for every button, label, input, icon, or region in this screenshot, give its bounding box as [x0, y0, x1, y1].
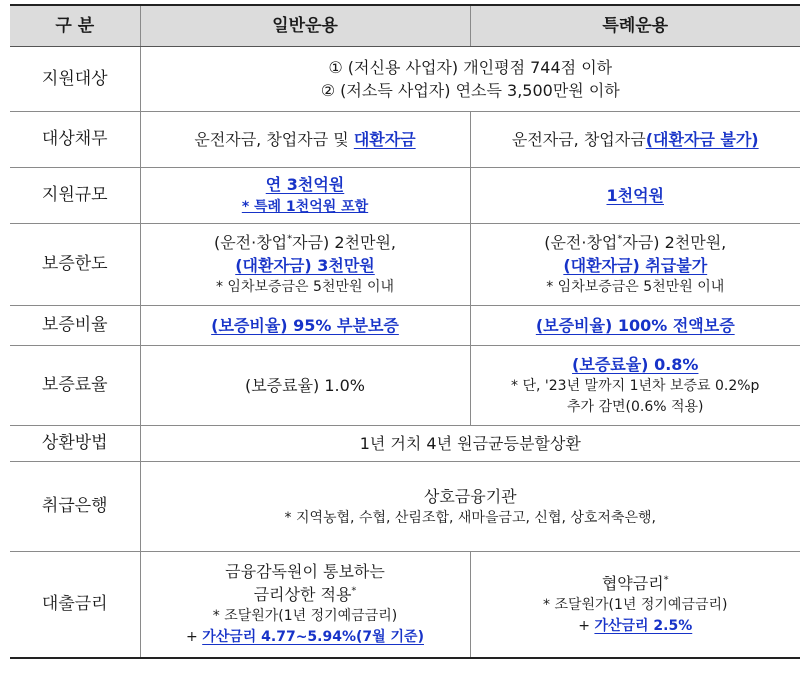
- scale-general-cell: [140, 168, 470, 224]
- ratio-special-cell: [470, 306, 800, 346]
- debt-special-highlight: (대환자금 불가): [645, 130, 759, 149]
- bank-text: 상호금융기관: [423, 486, 517, 506]
- rate-special-text: 협약금리: [601, 573, 664, 593]
- debt-general-highlight: 대환자금: [353, 130, 416, 149]
- rate-general-plus-line: [147, 627, 464, 648]
- limit-special-text-b: 자금) 2천만원,: [622, 233, 727, 252]
- limit-special-text-a: (운전·창업: [544, 233, 618, 252]
- row-debt: [10, 112, 800, 168]
- limit-special-highlight: (대환자금) 취급불가: [563, 256, 708, 275]
- row-label: 보증한도: [10, 224, 140, 306]
- ratio-general-cell: [140, 306, 470, 346]
- rate-special-plus-line: [477, 616, 795, 637]
- scale-special-highlight: 1천억원: [606, 186, 664, 205]
- rate-special-footnote-mark: *: [663, 574, 669, 586]
- ratio-general-highlight: (보증비율) 95% 부분보증: [211, 316, 399, 335]
- rate-general-footnote-mark: *: [351, 585, 357, 597]
- row-scale: [10, 168, 800, 224]
- debt-special-cell: [470, 112, 800, 168]
- fee-general-cell: (보증료율) 1.0%: [140, 346, 470, 426]
- row-fee: [10, 346, 800, 426]
- limit-general-cell: [140, 224, 470, 306]
- row-limit: [10, 224, 800, 306]
- rate-special-line-1: [477, 572, 795, 595]
- repay-cell: 1년 거치 4년 원금균등분할상환: [140, 426, 800, 462]
- rate-general-text: 금리상한 적용: [253, 585, 352, 605]
- row-label: 지원대상: [10, 47, 140, 112]
- row-bank: [10, 462, 800, 552]
- target-line-2: ② (저소득 사업자) 연소득 3,500만원 이하: [320, 81, 620, 100]
- scale-special-cell: [470, 168, 800, 224]
- row-label: 대상채무: [10, 112, 140, 168]
- debt-general-cell: [140, 112, 470, 168]
- debt-general-text: 운전자금, 창업자금 및: [194, 130, 354, 149]
- rate-general-note: * 조달원가(1년 정기예금금리): [212, 608, 398, 625]
- rate-general-line-2: [147, 583, 464, 606]
- rate-general-highlight: 가산금리 4.77~5.94%(7월 기준): [202, 629, 424, 646]
- bank-cell: [140, 462, 800, 552]
- header-row: [10, 5, 800, 47]
- bank-note: * 지역농협, 수협, 산림조합, 새마을금고, 신협, 상호저축은행,: [284, 509, 656, 526]
- fee-special-note-1: * 단, '23년 말까지 1년차 보증료 0.2%p: [511, 378, 760, 394]
- row-label: 대출금리: [10, 552, 140, 658]
- header-general: 일반운용: [140, 5, 470, 47]
- ratio-special-highlight: (보증비율) 100% 전액보증: [535, 316, 735, 335]
- row-target: [10, 47, 800, 112]
- row-repay: [10, 426, 800, 462]
- limit-special-note: * 임차보증금은 5천만원 이내: [546, 279, 725, 295]
- rate-special-note: * 조달원가(1년 정기예금금리): [543, 596, 728, 613]
- fee-special-highlight: (보증료율) 0.8%: [572, 355, 699, 374]
- row-label: 지원규모: [10, 168, 140, 224]
- row-label: 상환방법: [10, 426, 140, 462]
- header-category: 구 분: [10, 5, 140, 47]
- fee-special-cell: [470, 346, 800, 426]
- limit-general-footnote-mark: *: [287, 233, 293, 245]
- limit-special-footnote-mark: *: [617, 233, 623, 245]
- rate-general-plus: +: [186, 629, 203, 646]
- row-label: 보증료율: [10, 346, 140, 426]
- fee-special-note-2: 추가 감면(0.6% 적용): [566, 399, 704, 415]
- row-label: 취급은행: [10, 462, 140, 552]
- target-cell: [140, 47, 800, 112]
- row-rate: [10, 552, 800, 658]
- limit-special-cell: [470, 224, 800, 306]
- row-ratio: [10, 306, 800, 346]
- limit-special-line-1: [477, 231, 795, 254]
- limit-general-text-b: 자금) 2천만원,: [292, 233, 397, 252]
- limit-general-highlight: (대환자금) 3천만원: [235, 256, 375, 275]
- limit-general-text-a: (운전·창업: [213, 233, 288, 252]
- rate-special-plus: +: [578, 617, 595, 634]
- scale-general-highlight: 연 3천억원: [265, 174, 345, 194]
- target-line-1: ① (저신용 사업자) 개인평점 744점 이하: [328, 58, 613, 77]
- scale-general-note: * 특례 1천억원 포함: [241, 198, 369, 215]
- limit-general-note: * 임차보증금은 5천만원 이내: [215, 279, 395, 295]
- row-label: 보증비율: [10, 306, 140, 346]
- rate-special-highlight: 가산금리 2.5%: [594, 617, 693, 634]
- rate-special-cell: [470, 552, 800, 658]
- rate-general-cell: [140, 552, 470, 658]
- header-special: 특례운용: [470, 5, 800, 47]
- debt-special-text: 운전자금, 창업자금: [511, 130, 646, 149]
- loan-guarantee-comparison-table: [10, 4, 800, 659]
- rate-general-line-1: 금융감독원이 통보하는: [225, 562, 385, 582]
- limit-general-line-1: [147, 231, 464, 254]
